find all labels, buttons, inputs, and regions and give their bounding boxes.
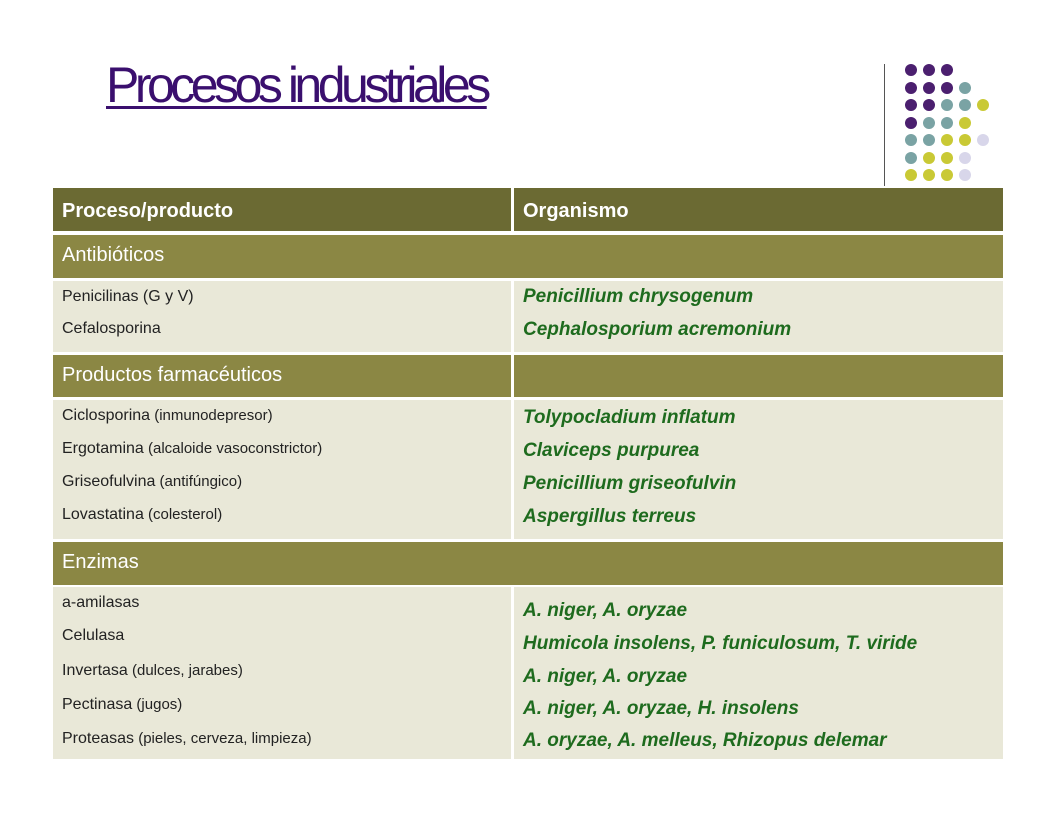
organism-name: Tolypocladium inflatum [523,407,736,428]
group-label: Productos farmacéuticos [53,355,511,397]
decorative-dot [923,152,935,164]
decorative-dot [923,134,935,146]
group-row-pharmaceuticals [53,355,1003,397]
decorative-dot [905,169,917,181]
decorative-dot [977,134,989,146]
organism-cell [514,587,1003,759]
decorative-dot [941,117,953,129]
decorative-dot [959,152,971,164]
decorative-dot [923,169,935,181]
organism-name: Penicillium chrysogenum [523,286,754,307]
organism-name: Claviceps purpurea [523,440,700,461]
process-item: Griseofulvina (antifúngico) [62,473,243,490]
organism-cell [514,281,1003,352]
organism-name: A. oryzae, A. melleus, Rhizopus delemar [523,730,887,751]
group-row-antibiotics [53,235,1003,278]
header-process: Proceso/producto [53,188,511,231]
group-label-empty [514,355,1003,397]
decorative-dot [923,64,935,76]
decorative-dots [900,62,992,188]
decorative-dot [923,99,935,111]
process-cell [53,400,511,539]
decorative-dot [941,134,953,146]
organism-name: Cephalosporium acremonium [523,319,792,340]
decorative-dot [923,82,935,94]
decorative-dot [977,99,989,111]
decorative-dot [959,99,971,111]
organism-name: Penicillium griseofulvin [523,473,737,494]
decorative-dot [941,64,953,76]
group-body-antibiotics [53,281,1003,352]
process-item: Cefalosporina [62,320,161,337]
group-body-pharmaceuticals [53,400,1003,539]
decorative-dot [941,152,953,164]
decorative-dot [905,82,917,94]
decorative-dot [959,117,971,129]
process-item: Lovastatina (colesterol) [62,506,223,523]
group-body-enzymes [53,587,1003,759]
process-item: Ciclosporina (inmunodepresor) [62,407,273,424]
group-label: Antibióticos [53,235,1003,278]
decorative-dot [905,117,917,129]
organism-name: Aspergillus terreus [523,506,697,527]
process-item: Ergotamina (alcaloide vasoconstrictor) [62,440,323,457]
organism-name: A. niger, A. oryzae, H. insolens [523,698,799,719]
table-header-row [53,188,1003,231]
decorative-dot [905,99,917,111]
decorative-dot [941,82,953,94]
process-item: Invertasa (dulces, jarabes) [62,662,243,679]
group-row-enzymes [53,542,1003,585]
decorative-dot [959,134,971,146]
organism-name: Humicola insolens, P. funiculosum, T. viride [523,633,918,654]
group-label: Enzimas [53,542,1003,585]
divider-line [884,64,885,186]
process-item: Pectinasa (jugos) [62,696,183,713]
header-organism: Organismo [514,188,1003,231]
decorative-dot [959,82,971,94]
decorative-dot [905,134,917,146]
decorative-dot [923,117,935,129]
organism-cell [514,400,1003,539]
process-cell [53,281,511,352]
decorative-dot [905,152,917,164]
page-title: Procesos industriales [106,57,487,113]
process-item: Proteasas (pieles, cerveza, limpieza) [62,730,312,747]
process-item: a-amilasas [62,594,140,611]
decorative-dot [941,169,953,181]
organism-name: A. niger, A. oryzae [523,600,688,621]
process-cell [53,587,511,759]
decorative-dot [905,64,917,76]
decorative-dot [941,99,953,111]
organism-name: A. niger, A. oryzae [523,666,688,687]
process-item: Celulasa [62,627,125,644]
decorative-dot [959,169,971,181]
process-item: Penicilinas (G y V) [62,288,194,305]
